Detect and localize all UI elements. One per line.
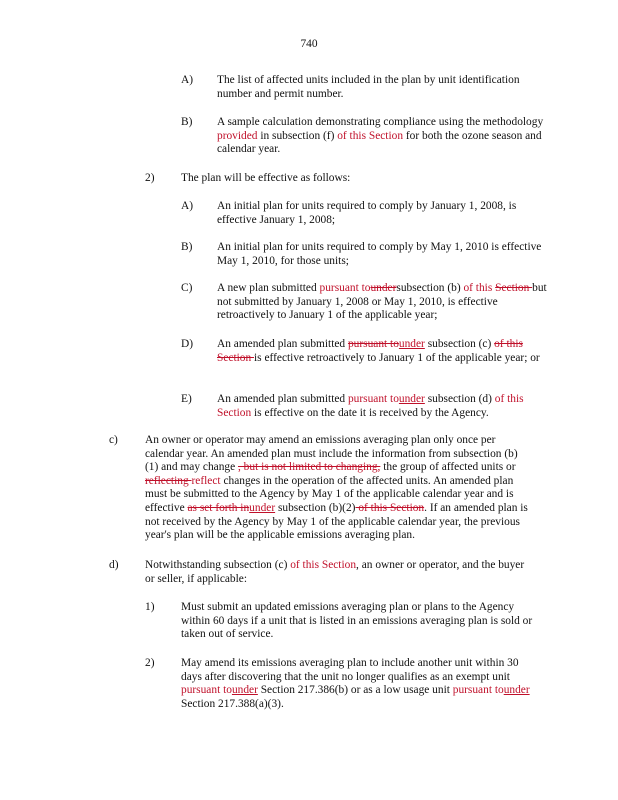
text-segment: Section 217.388(a)(3).	[181, 697, 284, 710]
deleted-text: as set forth in	[187, 501, 250, 514]
text-segment: Must submit an updated emissions averaging plan or plans to the Agency within 60 days if a unit that is listed in an emissions averaging plan is sold or taken out of service.	[181, 601, 533, 641]
deleted-text: , but is not limited to changing,	[237, 461, 381, 474]
item-marker: A)	[181, 74, 194, 86]
text-segment: May amend its emissions averaging plan to include another unit within 30 days after discovering that the unit no longer qualifies as an exempt unit	[181, 657, 519, 683]
item-text	[217, 282, 547, 323]
inserted-text: of this Section	[217, 393, 524, 419]
inserted-text: of this Section	[290, 559, 357, 571]
text-segment: subsection (b)(2)	[275, 501, 356, 514]
item-text	[145, 559, 528, 586]
inserted-text: of this	[463, 282, 493, 294]
text-segment: Section 217.386(b) or as a low usage unit	[257, 684, 453, 697]
item-text	[181, 172, 541, 186]
item-text	[181, 657, 541, 711]
item-marker: 1)	[145, 601, 155, 613]
item-marker: 2)	[145, 657, 155, 669]
deleted-text: Section	[217, 351, 255, 364]
text-segment: A new plan submitted	[217, 282, 320, 294]
inserted-text: pursuant to	[452, 684, 504, 697]
text-segment: subsection (d)	[424, 393, 495, 405]
deleted-text: of this	[494, 338, 523, 350]
text-segment: An amended plan submitted	[217, 393, 348, 405]
inserted-text: of this Section	[337, 129, 404, 142]
item-text	[217, 200, 547, 227]
inserted-text: under	[249, 501, 276, 514]
inserted-text: pursuant to	[181, 684, 232, 697]
item-marker: C)	[181, 282, 193, 294]
text-segment: A sample calculation demonstrating compliance using the methodology	[217, 116, 544, 128]
item-text	[217, 241, 547, 268]
deleted-text: Section	[495, 282, 533, 294]
inserted-text: pursuant to	[319, 282, 371, 294]
item-marker: B)	[181, 241, 193, 253]
item-text	[181, 601, 541, 642]
text-segment: is effective retroactively to January 1 of the applicable year; or	[254, 351, 540, 364]
deleted-text: reflecting	[145, 474, 192, 487]
inserted-text: under	[503, 684, 530, 697]
text-segment: Notwithstanding subsection (c)	[145, 559, 291, 571]
item-text	[217, 74, 547, 101]
item-marker: D)	[181, 338, 194, 350]
text-segment: . If an amended plan is not received by the Agency by May 1 of the applicable calendar year, the previous year's plan will be the applicable emissions averaging plan.	[145, 501, 528, 542]
inserted-text: reflect	[191, 474, 221, 487]
inserted-text: under	[398, 338, 425, 350]
text-segment: subsection (b)	[396, 282, 464, 294]
item-marker: E)	[181, 393, 192, 405]
item-text	[217, 393, 547, 420]
item-text	[145, 434, 528, 543]
inserted-text: provided	[217, 129, 258, 142]
item-marker: 2)	[145, 172, 155, 184]
text-segment: for both the ozone season and calendar year.	[217, 129, 542, 156]
text-segment: is effective on the date it is received by the Agency.	[251, 406, 489, 419]
deleted-text: under	[370, 282, 397, 294]
text-segment: The list of affected units included in the plan by unit identification number and permit number.	[217, 74, 520, 100]
item-marker: d)	[109, 559, 119, 571]
text-segment: changes in the operation of the affected units. An amended plan must be submitted to the Agency by May 1 of the applicable calendar year and is effective	[145, 474, 514, 514]
item-marker: A)	[181, 200, 194, 212]
item-marker: B)	[181, 116, 193, 128]
inserted-text: pursuant to	[347, 393, 399, 405]
text-segment: the group of affected units or	[380, 461, 516, 474]
text-segment: An amended plan submitted	[217, 338, 348, 350]
item-marker: c)	[109, 434, 118, 446]
page-number: 740	[300, 38, 318, 50]
text-segment: An initial plan for units required to comply by May 1, 2010 is effective May 1, 2010, for those units;	[217, 241, 542, 267]
text-segment: An owner or operator may amend an emissions averaging plan only once per calendar year. An amended plan must include the information from subsection (b)(1) and may change	[145, 434, 518, 474]
deleted-text: pursuant to	[347, 338, 399, 350]
text-segment: The plan will be effective as follows:	[181, 172, 351, 184]
text-segment: , an owner or operator, and the buyer or seller, if applicable:	[145, 559, 525, 585]
inserted-text: under	[398, 393, 425, 405]
text-segment: An initial plan for units required to comply by January 1, 2008, is effective January 1, 2008;	[217, 200, 517, 226]
inserted-text: under	[231, 684, 258, 697]
deleted-text: of this Section	[355, 501, 425, 514]
item-text	[217, 116, 547, 157]
item-text	[217, 338, 547, 365]
text-segment: subsection (c)	[424, 338, 495, 350]
text-segment: in subsection (f)	[257, 129, 338, 142]
text-segment: but not submitted by January 1, 2008 or May 1, 2010, is effective retroactively to January 1 of the applicable year;	[217, 282, 547, 322]
